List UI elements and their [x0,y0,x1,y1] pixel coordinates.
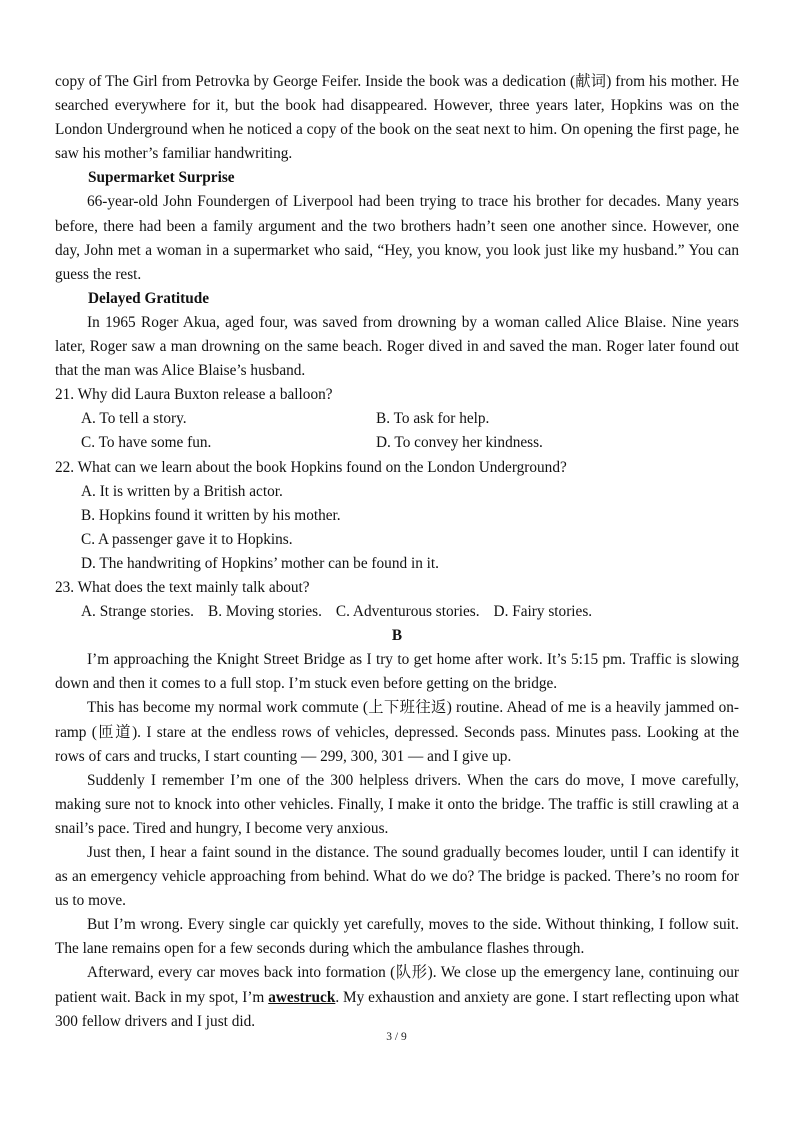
passage-b-paragraph-4: Just then, I hear a faint sound in the distance. The sound gradually becomes louder, until I can identify it as an emergency vehicle approaching from behind. What do we do? The bridge is packed. There’s no room for us to move. [55,844,739,910]
passage-a-continued-paragraph: copy of The Girl from Petrovka by George Feifer. Inside the book was a dedication (献词) from his mother. He searched everywhere for it, but the book had disappeared. However, three years later, Hopkins was on the London Underground when he noticed a copy of the book on the seat next to him. On opening the first page, he saw his mother’s familiar handwriting. [55,73,739,163]
question-stem: 22. What can we learn about the book Hopkins found on the London Underground? [55,458,567,476]
option-d[interactable]: D. Fairy stories. [493,603,593,621]
option-c[interactable]: C. Adventurous stories. [335,603,480,621]
option-a[interactable]: A. It is written by a British actor. [81,482,283,500]
option-a[interactable]: A. To tell a story. [81,410,187,428]
option-a[interactable]: A. Strange stories. [81,603,195,621]
passage-b-paragraph-1: I’m approaching the Knight Street Bridge as I try to get home after work. It’s 5:15 pm. Traffic is slowing down and then it comes to a full stop. I’m stuck even before getting on the bridge. [55,651,739,693]
question-21 [55,383,739,455]
underlined-word: awestruck [268,988,336,1006]
paragraph-text-before: Afterward, every car moves back into formation (队形). We close up the emergency lane, continuing our patient wait. Back in my spot, I’m [55,964,739,1006]
paragraph-text-after: . My exhaustion and anxiety are gone. I start reflecting upon what 300 fellow drivers and I just did. [55,988,740,1030]
question-22 [55,456,739,576]
option-b[interactable]: B. Hopkins found it written by his mother. [81,506,341,524]
story-paragraph-supermarket: 66-year-old John Foundergen of Liverpool had been trying to trace his brother for decades. Many years before, there had been a family argument and the two brothers hadn’t seen one another since. However, one day, John met a woman in a supermarket who said, “Hey, you know, you look just like my husband.” You can guess the rest. [55,193,739,283]
option-c[interactable]: C. To have some fun. [81,434,212,452]
reading-content [55,70,739,1034]
passage-b-paragraph-3: Suddenly I remember I’m one of the 300 helpless drivers. When the cars do move, I move carefully, making sure not to knock into other vehicles. Finally, I make it onto the bridge. The traffic is still crawling at a snail’s pace. Tired and hungry, I become very anxious. [55,771,739,837]
option-row [55,407,739,431]
option-row [55,600,739,624]
page-number: 3 / 9 [386,1031,407,1043]
question-23 [55,576,739,624]
passage-b-paragraph-6 [55,961,739,1033]
passage-b-paragraph-5: But I’m wrong. Every single car quickly yet carefully, moves to the side. Without thinking, I follow suit. The lane remains open for a few seconds during which the ambulance flashes through. [55,916,739,958]
option-c[interactable]: C. A passenger gave it to Hopkins. [81,530,293,548]
question-stem: 23. What does the text mainly talk about? [55,578,310,596]
section-letter-b: B [391,627,403,645]
story-paragraph-gratitude: In 1965 Roger Akua, aged four, was saved from drowning by a woman called Alice Blaise. Nine years later, Roger saw a man drowning on the same beach. Roger dived in and saved the man. Roger later found out that the man was Alice Blaise’s husband. [55,313,739,380]
option-b[interactable]: B. Moving stories. [208,603,322,621]
question-stem: 21. Why did Laura Buxton release a balloon? [55,386,333,404]
option-b[interactable]: B. To ask for help. [376,410,490,428]
option-row [55,431,739,455]
story-heading-gratitude: Delayed Gratitude [88,289,210,307]
option-d[interactable]: D. To convey her kindness. [376,434,543,452]
passage-b-paragraph-2: This has become my normal work commute (上下班往返) routine. Ahead of me is a heavily jammed on-ramp (匝道). I stare at the endless rows of vehicles, depressed. Seconds pass. Minutes pass. Looking at the rows of cars and trucks, I start counting — 299, 300, 301 — and I give up. [55,699,739,765]
option-d[interactable]: D. The handwriting of Hopkins’ mother can be found in it. [81,554,439,572]
story-heading-supermarket: Supermarket Surprise [88,169,235,187]
